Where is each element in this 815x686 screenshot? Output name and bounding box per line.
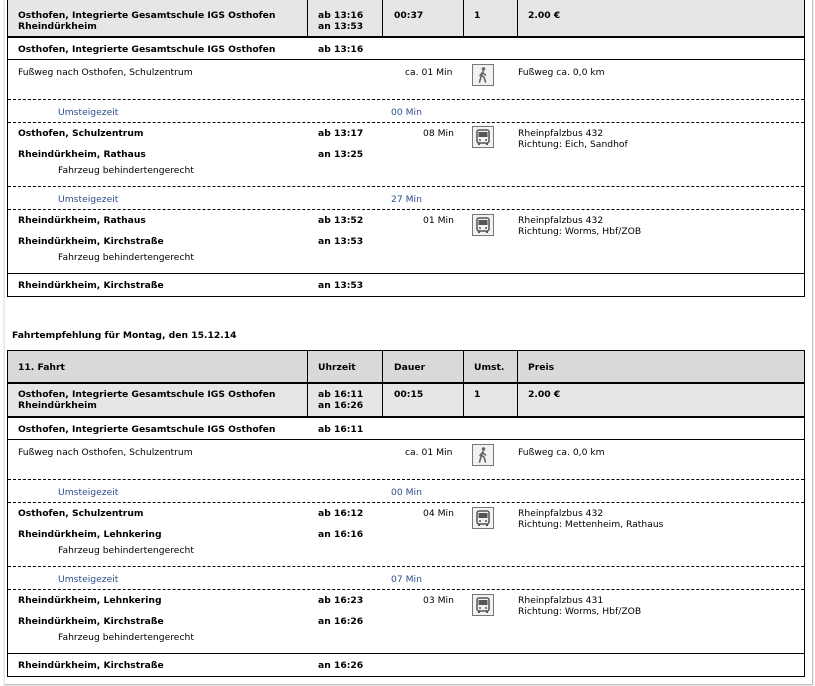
walk-duration: ca. 01 Min [405,447,453,458]
leg-line: Rheinpfalzbus 432 [518,508,604,519]
summary-changes: 1 [474,389,481,400]
walk-icon [472,64,494,86]
summary-route-from: Osthofen, Integrierte Gesamtschule IGS Osthofen [18,10,276,21]
transfer-duration: 00 Min [391,107,422,118]
transfer-label: Umsteigezeit [58,574,119,585]
summary-price: 2.00 € [528,389,561,400]
summary-arrival: an 16:26 [318,400,364,411]
bus-leg-row [8,503,804,567]
leg-arrival: an 13:25 [318,149,364,160]
table-header [8,351,804,384]
header-duration: Dauer [394,362,426,373]
summary-duration: 00:37 [394,10,424,21]
leg-departure: ab 16:23 [318,595,364,606]
summary-price: 2.00 € [528,10,561,21]
end-stop-row [8,274,804,296]
walk-label: Fußweg nach Osthofen, Schulzentrum [18,67,193,78]
end-stop-name: Rheindürkheim, Kirchstraße [18,280,164,291]
end-stop-name: Rheindürkheim, Kirchstraße [18,660,164,671]
bus-icon [472,594,494,616]
walk-row [8,60,804,100]
summary-route-to: Rheindürkheim [18,21,97,32]
leg-from: Rheindürkheim, Rathaus [18,215,146,226]
leg-direction: Richtung: Eich, Sandhof [518,139,628,150]
transfer-label: Umsteigezeit [58,487,119,498]
recommendation-caption: Fahrtempfehlung für Montag, den 15.12.14 [12,330,237,341]
journey-table-2 [7,350,805,677]
transfer-duration: 00 Min [391,487,422,498]
leg-from: Osthofen, Schulzentrum [18,128,144,139]
transfer-row [8,187,804,210]
leg-departure: ab 13:17 [318,128,364,139]
leg-to: Rheindürkheim, Lehnkering [18,529,162,540]
header-trip: 11. Fahrt [18,362,65,373]
leg-departure: ab 13:52 [318,215,364,226]
leg-direction: Richtung: Worms, Hbf/ZOB [518,606,642,617]
journey-table-1 [7,0,805,297]
summary-departure: ab 16:11 [318,389,364,400]
start-stop-time: ab 13:16 [318,44,364,55]
bus-leg-row [8,123,804,187]
leg-accessibility-note: Fahrzeug behindertengerecht [58,252,194,263]
leg-duration: 01 Min [423,215,454,226]
start-stop-name: Osthofen, Integrierte Gesamtschule IGS Osthofen [18,424,276,435]
bus-leg-row [8,590,804,654]
bus-icon [472,507,494,529]
walk-info: Fußweg ca. 0,0 km [518,67,605,78]
summary-duration: 00:15 [394,389,424,400]
journey-summary-row[interactable] [8,0,804,38]
leg-from: Rheindürkheim, Lehnkering [18,595,162,606]
start-stop-row [8,38,804,60]
leg-from: Osthofen, Schulzentrum [18,508,144,519]
journey-summary-row[interactable] [8,384,804,418]
leg-line: Rheinpfalzbus 432 [518,128,604,139]
leg-accessibility-note: Fahrzeug behindertengerecht [58,632,194,643]
leg-arrival: an 16:26 [318,616,364,627]
leg-line: Rheinpfalzbus 432 [518,215,604,226]
bus-icon [472,126,494,148]
leg-arrival: an 13:53 [318,236,364,247]
summary-changes: 1 [474,10,481,21]
header-changes: Umst. [474,362,505,373]
leg-direction: Richtung: Mettenheim, Rathaus [518,519,664,530]
bus-icon [472,214,494,236]
end-stop-time: an 16:26 [318,660,364,671]
leg-accessibility-note: Fahrzeug behindertengerecht [58,165,194,176]
walk-row [8,440,804,480]
start-stop-name: Osthofen, Integrierte Gesamtschule IGS Osthofen [18,44,276,55]
transfer-row [8,567,804,590]
leg-departure: ab 16:12 [318,508,364,519]
walk-duration: ca. 01 Min [405,67,453,78]
leg-line: Rheinpfalzbus 431 [518,595,604,606]
leg-direction: Richtung: Worms, Hbf/ZOB [518,226,642,237]
transfer-label: Umsteigezeit [58,194,119,205]
leg-accessibility-note: Fahrzeug behindertengerecht [58,545,194,556]
transfer-row [8,100,804,123]
leg-duration: 08 Min [423,128,454,139]
walk-info: Fußweg ca. 0,0 km [518,447,605,458]
end-stop-row [8,654,804,676]
leg-to: Rheindürkheim, Kirchstraße [18,616,164,627]
transfer-label: Umsteigezeit [58,107,119,118]
start-stop-time: ab 16:11 [318,424,364,435]
header-price: Preis [528,362,555,373]
walk-label: Fußweg nach Osthofen, Schulzentrum [18,447,193,458]
transfer-duration: 27 Min [391,194,422,205]
walk-icon [472,444,494,466]
transfer-duration: 07 Min [391,574,422,585]
start-stop-row [8,418,804,440]
summary-arrival: an 13:53 [318,21,364,32]
leg-duration: 04 Min [423,508,454,519]
end-stop-time: an 13:53 [318,280,364,291]
leg-duration: 03 Min [423,595,454,606]
summary-route-from: Osthofen, Integrierte Gesamtschule IGS Osthofen [18,389,276,400]
summary-route-to: Rheindürkheim [18,400,97,411]
leg-to: Rheindürkheim, Kirchstraße [18,236,164,247]
transfer-row [8,480,804,503]
leg-to: Rheindürkheim, Rathaus [18,149,146,160]
bus-leg-row [8,210,804,274]
leg-arrival: an 16:16 [318,529,364,540]
summary-departure: ab 13:16 [318,10,364,21]
header-time: Uhrzeit [318,362,356,373]
